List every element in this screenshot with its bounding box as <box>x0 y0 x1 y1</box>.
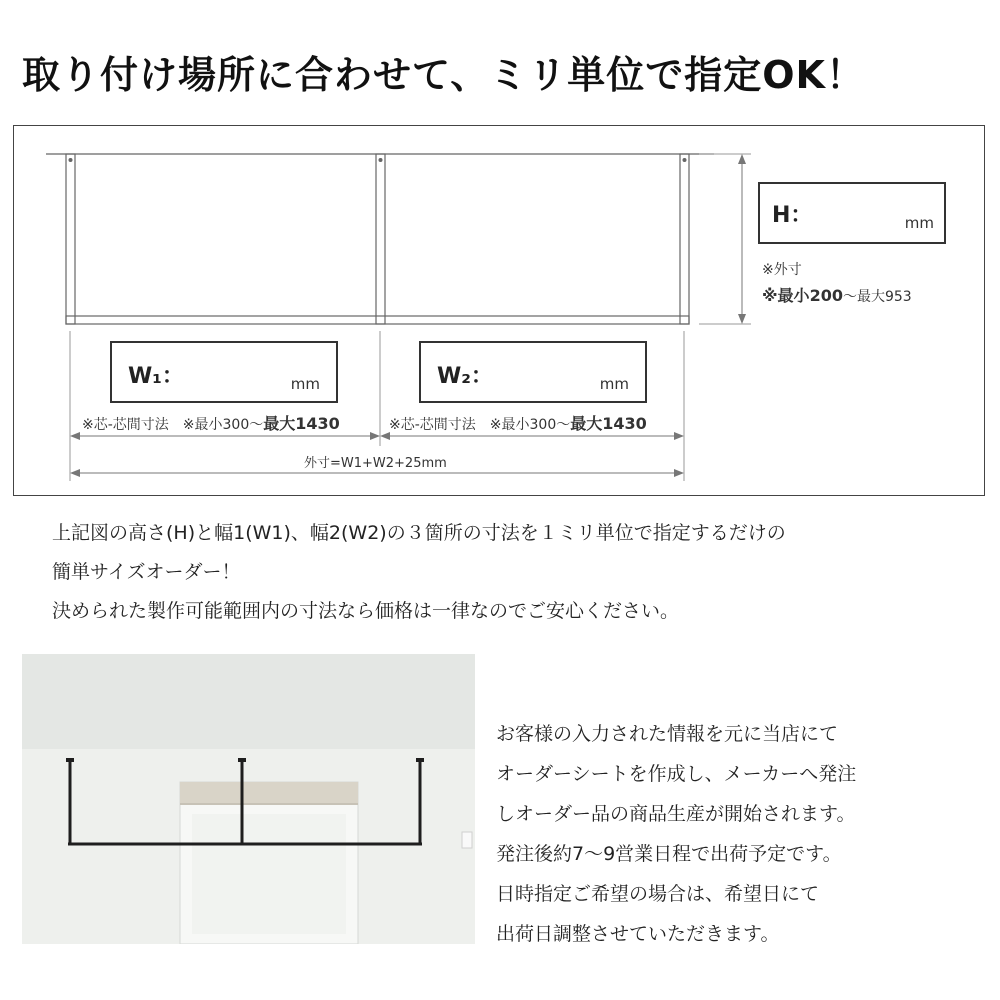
h-note-range: ※最小200〜最大953 <box>762 286 912 305</box>
h-unit: mm <box>904 214 934 232</box>
w2-unit: mm <box>599 375 629 393</box>
info-line: 発注後約7〜9営業日程で出荷予定です。 <box>496 843 842 865</box>
info-line: しオーダー品の商品生産が開始されます。 <box>496 803 856 825</box>
paragraph-line: 簡単サイズオーダー！ <box>52 561 241 583</box>
h-label: H： <box>772 203 813 228</box>
intro-paragraph <box>52 514 786 631</box>
w1-label: W₁： <box>128 364 184 389</box>
total-width-note: 外寸=W1+W2+25mm <box>304 456 447 471</box>
w2-range-note: ※芯-芯間寸法 ※最小300〜最大1430 <box>389 414 647 433</box>
product-photo <box>22 654 475 944</box>
info-line: オーダーシートを作成し、メーカーへ発注 <box>496 763 857 785</box>
w1-range-note: ※芯-芯間寸法 ※最小300〜最大1430 <box>82 414 340 433</box>
w1-unit: mm <box>290 375 320 393</box>
info-line: お客様の入力された情報を元に当店にて <box>496 723 839 745</box>
page-title: 取り付け場所に合わせて、ミリ単位で指定OK！ <box>22 53 865 97</box>
w2-label: W₂： <box>437 364 493 389</box>
w1-input-box <box>110 341 338 403</box>
info-line: 出荷日調整させていただきます。 <box>496 923 780 945</box>
h-input-box <box>758 182 946 244</box>
paragraph-line: 上記図の高さ(H)と幅1(W1)、幅2(W2)の３箇所の寸法を１ミリ単位で指定するだけの <box>52 522 786 544</box>
h-note-outer: ※外寸 <box>762 262 802 278</box>
dimension-diagram <box>13 125 985 496</box>
paragraph-line: 決められた製作可能範囲内の寸法なら価格は一律なのでご安心ください。 <box>52 600 680 622</box>
w2-input-box <box>419 341 647 403</box>
order-info-text <box>496 714 856 954</box>
info-line: 日時指定ご希望の場合は、希望日にて <box>496 883 820 905</box>
room-illustration <box>22 654 475 944</box>
